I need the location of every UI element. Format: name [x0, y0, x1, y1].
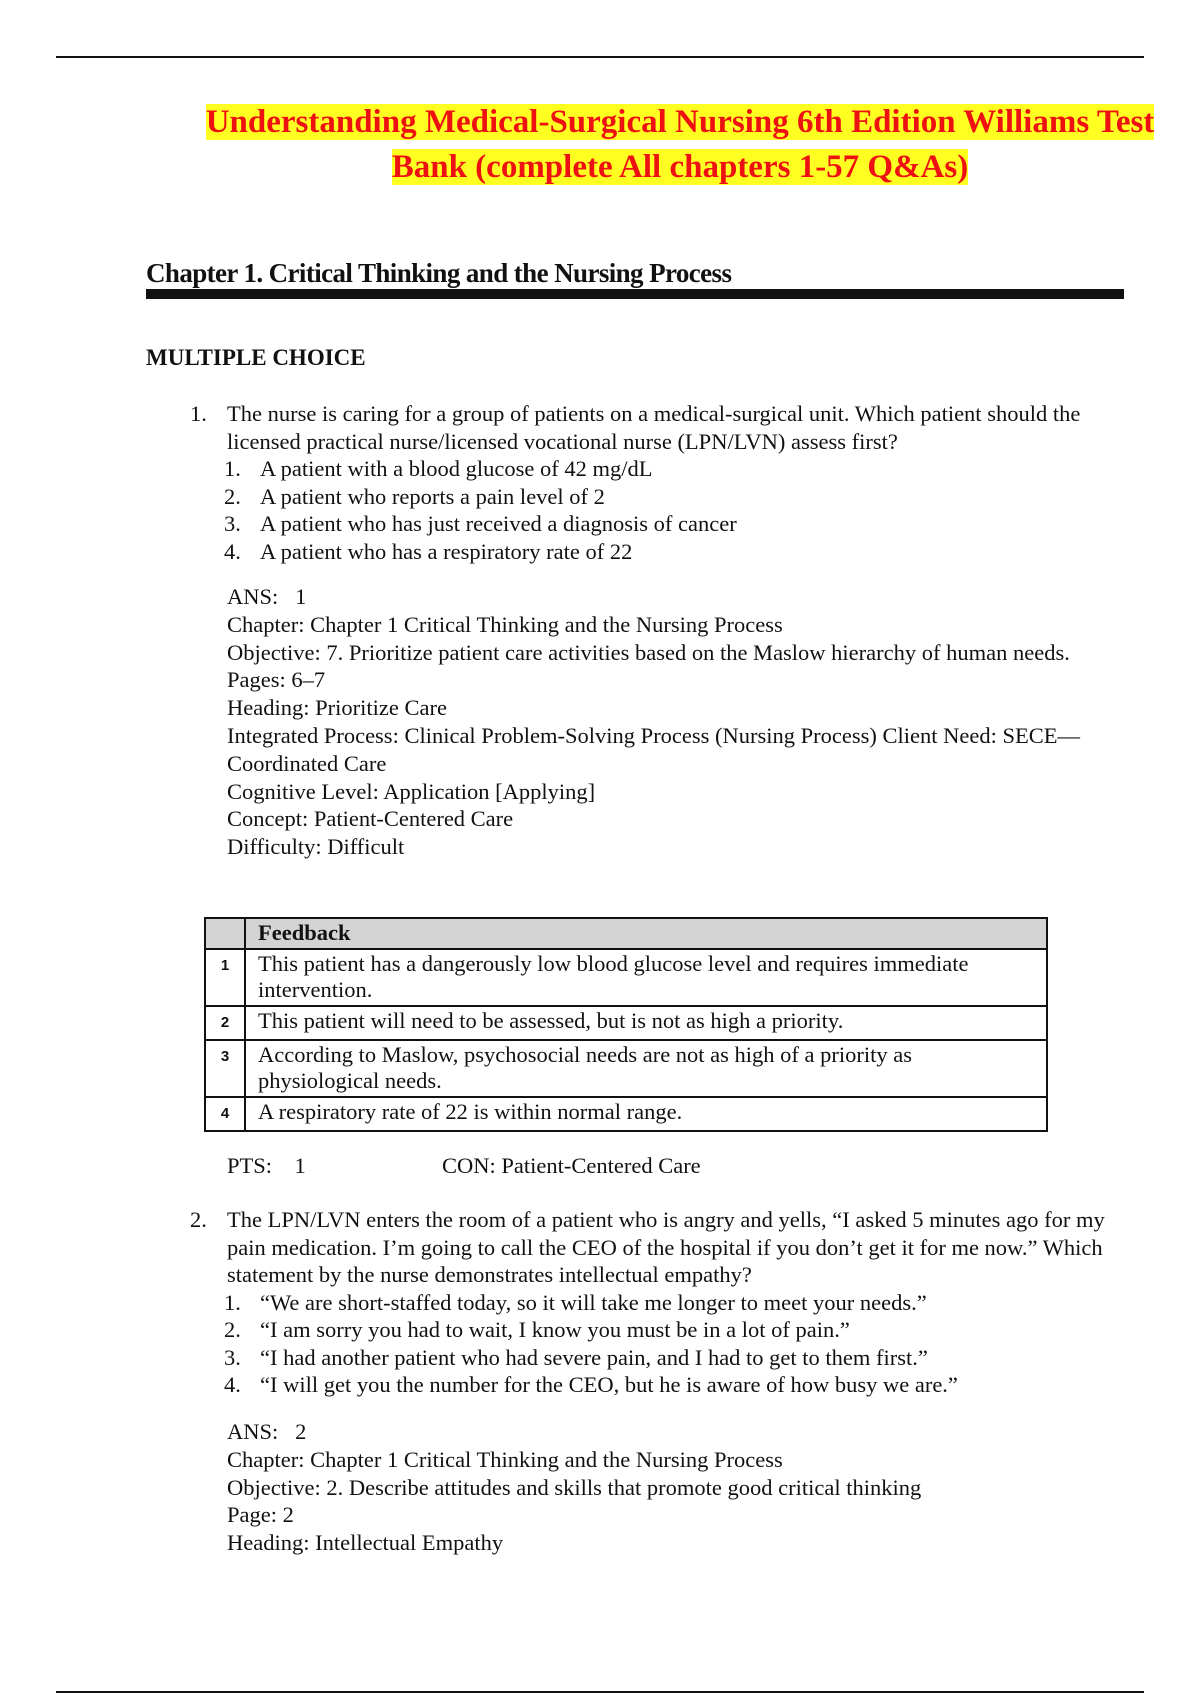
- option-text: “I am sorry you had to wait, I know you must be in a lot of pain.”: [260, 1317, 850, 1342]
- feedback-text: According to Maslow, psychosocial needs are not as high of a priority as physiological needs.: [245, 1040, 1047, 1097]
- question-2: [190, 1206, 1120, 1399]
- table-row: [205, 949, 1047, 1006]
- feedback-text: A respiratory rate of 22 is within normal range.: [245, 1097, 1047, 1131]
- chapter-underline: [146, 289, 1124, 299]
- feedback-table: [204, 917, 1048, 1132]
- meta-pages: Pages: 6–7: [227, 667, 326, 693]
- feedback-num: 2: [205, 1006, 245, 1040]
- answer-options: [224, 1289, 1120, 1399]
- title-line-1: Understanding Medical-Surgical Nursing 6th Edition Williams Test: [205, 104, 1155, 140]
- question-number: 2.: [190, 1207, 207, 1232]
- answer-option: [224, 538, 1120, 566]
- feedback-num: 3: [205, 1040, 245, 1097]
- option-text: A patient who reports a pain level of 2: [260, 483, 605, 509]
- feedback-header-blank: [205, 918, 245, 949]
- feedback-text: This patient has a dangerously low blood glucose level and requires immediate intervention.: [245, 949, 1047, 1006]
- option-text: “I will get you the number for the CEO, but he is aware of how busy we are.”: [260, 1372, 958, 1397]
- answer-key: ANS: 1: [227, 584, 307, 609]
- title-line-2: Bank (complete All chapters 1-57 Q&As): [391, 149, 969, 185]
- meta-objective: Objective: 7. Prioritize patient care activities based on the Maslow hierarchy of human needs.: [227, 639, 1070, 665]
- answer-option: [224, 455, 1120, 483]
- feedback-num: 4: [205, 1097, 245, 1131]
- option-number: 1.: [224, 1289, 241, 1315]
- option-number: 2.: [224, 1317, 241, 1342]
- option-number: 3.: [224, 511, 241, 536]
- document-title: [200, 100, 1160, 190]
- question-stem: The nurse is caring for a group of patients on a medical-surgical unit. Which patient should the licensed practical nurse/licensed vocational nurse (LPN/LVN) assess first?: [227, 401, 1081, 454]
- meta-integrated-process: Integrated Process: Clinical Problem-Solving Process (Nursing Process) Client Need: SECE—Coordinated Care: [227, 722, 1081, 776]
- table-row: [205, 1097, 1047, 1131]
- option-text: “I had another patient who had severe pain, and I had to get to them first.”: [260, 1344, 928, 1370]
- question-number: 1.: [190, 401, 207, 426]
- question-2-metadata: [227, 1418, 1087, 1557]
- meta-concept: Concept: Patient-Centered Care: [227, 806, 514, 832]
- chapter-heading: Chapter 1. Critical Thinking and the Nursing Process: [146, 258, 732, 288]
- points-value: PTS: 1: [227, 1153, 306, 1178]
- question-1: [190, 400, 1120, 565]
- meta-heading: Heading: Prioritize Care: [227, 695, 447, 721]
- answer-options: [224, 455, 1120, 565]
- feedback-num: 1: [205, 949, 245, 1006]
- option-number: 3.: [224, 1344, 241, 1370]
- bottom-rule: [56, 1691, 1144, 1693]
- section-label: MULTIPLE CHOICE: [146, 345, 366, 370]
- meta-difficulty: Difficulty: Difficult: [227, 834, 405, 860]
- feedback-text: This patient will need to be assessed, but is not as high a priority.: [245, 1006, 1047, 1040]
- meta-pages: Page: 2: [227, 1502, 294, 1528]
- option-number: 4.: [224, 538, 241, 564]
- concept-tag: CON: Patient-Centered Care: [442, 1153, 701, 1178]
- meta-chapter: Chapter: Chapter 1 Critical Thinking and the Nursing Process: [227, 1446, 783, 1472]
- question-1-metadata: [227, 583, 1087, 861]
- option-text: A patient who has a respiratory rate of 22: [260, 538, 633, 564]
- option-text: A patient who has just received a diagnosis of cancer: [260, 511, 737, 536]
- meta-objective: Objective: 2. Describe attitudes and skills that promote good critical thinking: [227, 1474, 922, 1500]
- feedback-header-row: [205, 918, 1047, 949]
- points-row: [227, 1152, 701, 1180]
- option-text: “We are short-staffed today, so it will take me longer to meet your needs.”: [260, 1289, 927, 1315]
- answer-key: ANS: 2: [227, 1419, 307, 1444]
- option-number: 4.: [224, 1372, 241, 1397]
- table-row: [205, 1006, 1047, 1040]
- table-row: [205, 1040, 1047, 1097]
- answer-option: [224, 1344, 1120, 1372]
- option-text: A patient with a blood glucose of 42 mg/dL: [260, 456, 653, 481]
- answer-option: [224, 1316, 1120, 1344]
- option-number: 2.: [224, 483, 241, 509]
- top-rule: [56, 56, 1144, 58]
- answer-option: [224, 1289, 1120, 1317]
- meta-cognitive-level: Cognitive Level: Application [Applying]: [227, 778, 596, 804]
- meta-heading: Heading: Intellectual Empathy: [227, 1530, 504, 1556]
- option-number: 1.: [224, 456, 241, 481]
- answer-option: [224, 1371, 1120, 1399]
- meta-chapter: Chapter: Chapter 1 Critical Thinking and the Nursing Process: [227, 611, 783, 637]
- answer-option: [224, 483, 1120, 511]
- question-stem: The LPN/LVN enters the room of a patient who is angry and yells, “I asked 5 minutes ago for my pain medication. I’m going to call the CEO of the hospital if you don’t get it for me now.” Which statement by the nurse demonstrates intellectual empathy?: [227, 1207, 1105, 1287]
- answer-option: [224, 510, 1120, 538]
- feedback-header: Feedback: [245, 918, 1047, 949]
